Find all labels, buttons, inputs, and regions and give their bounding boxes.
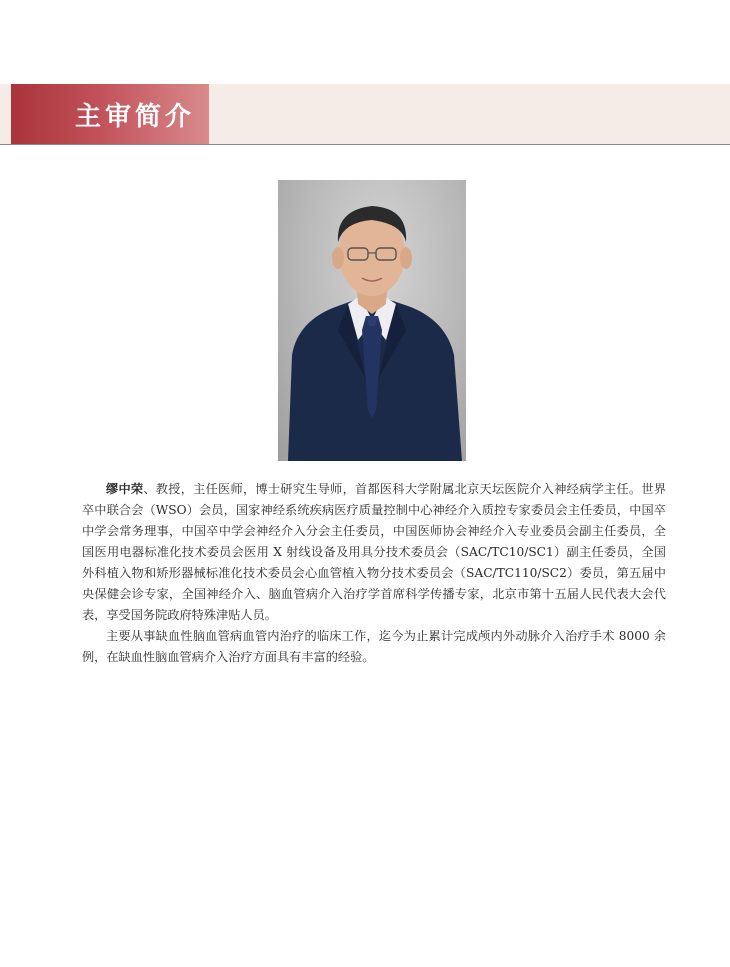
person-name: 缪中荣 bbox=[106, 482, 144, 496]
bio-paragraph-1 bbox=[82, 479, 666, 626]
section-title: 主审简介 bbox=[74, 101, 195, 132]
biography-text bbox=[82, 479, 666, 668]
header-left-margin bbox=[0, 84, 11, 144]
portrait-photo bbox=[278, 180, 466, 461]
bio-paragraph-1-text: 、教授，主任医师，博士研究生导师，首都医科大学附属北京天坛医院介入神经病学主任。世界卒中联合会（WSO）会员，国家神经系统疾病医疗质量控制中心神经介入质控专家委员会主任委员，中国卒中学会常务理事，中国卒中学会神经介入分会主任委员，中国医师协会神经介入专业委员会副主任委员，全国医用电器标准化技术委员会医用 X 射线设备及用具分技术委员会（SAC/TC10/SC1）副主任委员，全国外科植入物和矫形器械标准化技术委员会心血管植入物分技术委员会（SAC/TC110/SC2）委员，第五届中央保健会诊专家，全国神经介入、脑血管病介入治疗学首席科学传播专家，北京市第十五届人民代表大会代表，享受国务院政府特殊津贴人员。 bbox=[82, 482, 667, 622]
bio-paragraph-2: 主要从事缺血性脑血管病血管内治疗的临床工作，迄今为止累计完成颅内外动脉介入治疗手术 8000 余例，在缺血性脑血管病介入治疗方面具有丰富的经验。 bbox=[82, 629, 666, 664]
section-title-block bbox=[11, 84, 209, 144]
